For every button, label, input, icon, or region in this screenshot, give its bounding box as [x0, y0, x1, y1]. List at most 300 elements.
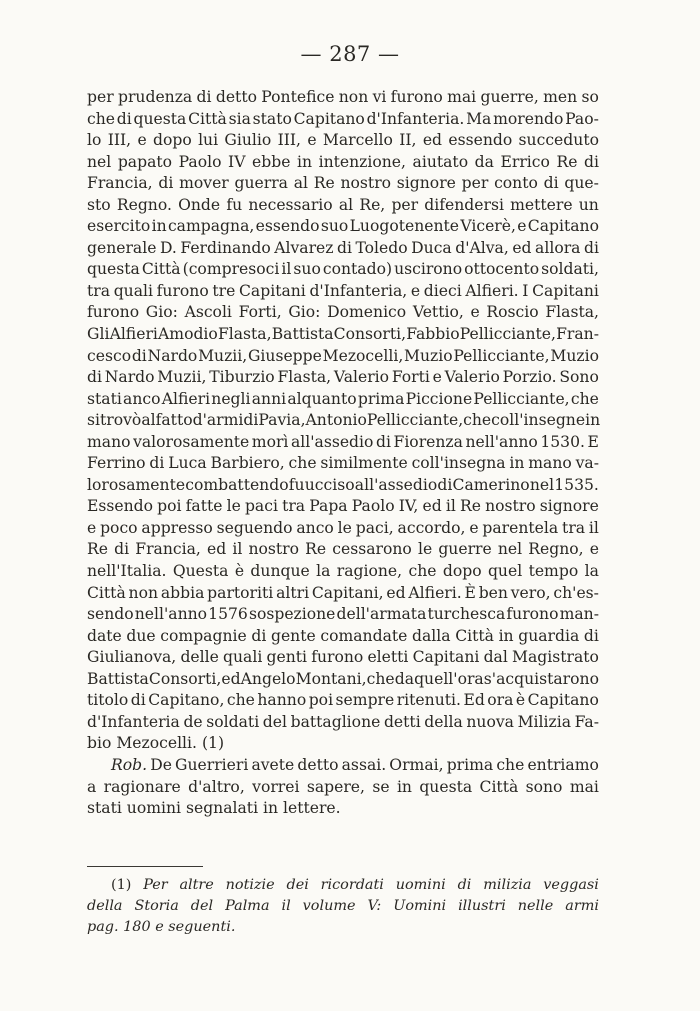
word: dieci [423, 281, 462, 300]
word: al [293, 174, 309, 193]
word: seguendo [216, 518, 293, 537]
word: Fabbio [406, 325, 460, 344]
word: (compresoci [182, 260, 280, 279]
text-line [87, 109, 599, 131]
word: ben [478, 583, 508, 602]
word: nell'Italia. [87, 562, 167, 581]
word: Muzii, [157, 368, 207, 387]
word: di [583, 626, 599, 645]
word: volume [302, 898, 356, 914]
word: questa [87, 260, 140, 279]
text-line-last: bio Mezocelli. (1) [87, 734, 225, 753]
word: Valerio [444, 368, 500, 387]
word: difendersi [424, 195, 504, 214]
text-line [87, 496, 599, 518]
word: ricordati [320, 877, 384, 893]
word: Amodio [158, 325, 218, 344]
word: dal [483, 648, 508, 667]
word: Ma [466, 109, 492, 128]
word: armi [565, 898, 599, 914]
word: que- [564, 174, 599, 193]
word: Capitano [527, 691, 599, 710]
word: De [150, 755, 172, 774]
word: succeduto [518, 131, 599, 150]
word: furono [390, 88, 443, 106]
word: Città [188, 109, 227, 128]
word: Barbiero, [210, 454, 285, 473]
footnote [87, 875, 599, 938]
word: Muzio [550, 346, 599, 365]
word: Antonio [305, 411, 367, 430]
word: Capitani [532, 281, 599, 300]
word: Nardo [147, 346, 198, 365]
word: Fran- [556, 325, 599, 344]
word: Guerrieri [175, 755, 249, 774]
word: d'Infanteria. [366, 109, 465, 128]
word: in [297, 152, 313, 171]
footnote-line [87, 875, 599, 896]
word: Pao- [565, 109, 599, 128]
word: Papa [309, 497, 348, 516]
word: di [149, 454, 165, 473]
text-line [87, 518, 599, 540]
word: nostro [485, 497, 536, 516]
word: IV, [398, 497, 419, 516]
word: di [337, 238, 352, 257]
word: Ferrino [87, 454, 146, 473]
word: Battista [271, 325, 334, 344]
word: un [578, 195, 599, 214]
word: di [437, 475, 453, 494]
word: suo [320, 217, 349, 236]
word: tre [212, 281, 236, 300]
word: Domenico [327, 303, 407, 322]
word: che [408, 562, 437, 581]
word: assai. [341, 755, 387, 774]
word: nell'anno [465, 432, 538, 451]
word: Tiburzio [209, 368, 275, 387]
word: anco [296, 518, 334, 537]
word: titolo [87, 691, 129, 710]
word: e [432, 368, 442, 387]
word: nel [529, 475, 555, 494]
word: Pellicciante, [453, 346, 550, 365]
word: vorrei [252, 777, 300, 796]
word: il [445, 497, 456, 516]
word: della [87, 898, 123, 914]
word: Giuseppe [247, 346, 322, 365]
word: nel [87, 152, 112, 171]
word: Errico [500, 152, 550, 171]
word: I [522, 281, 529, 300]
word: anco [123, 389, 161, 408]
word: che [87, 109, 116, 128]
word: 1576 [208, 605, 248, 624]
word: ebbe [252, 152, 291, 171]
word: detti [383, 712, 421, 731]
word: sendo [87, 605, 134, 624]
word: compagnie [160, 626, 247, 645]
word: che [226, 691, 255, 710]
word: di [116, 109, 132, 128]
word: E [587, 432, 599, 451]
word: coll'insegne [491, 411, 586, 430]
word: Pavia, [258, 411, 306, 430]
word: quali [113, 281, 153, 300]
word: prima [357, 389, 405, 408]
text-line [87, 712, 599, 734]
word: uomini [395, 877, 446, 893]
text-line [87, 604, 599, 626]
word: Francia, [135, 540, 201, 559]
word: poco [100, 518, 138, 537]
word: Re [305, 540, 327, 559]
dialogue-line [87, 755, 599, 777]
word: che [570, 389, 599, 408]
word: di [457, 877, 472, 893]
text-line [87, 690, 599, 712]
word: alquanto [287, 389, 357, 408]
footnote-marker: (1) [111, 877, 132, 893]
word: la [584, 562, 599, 581]
word: dunque [250, 562, 310, 581]
word: Capitani [412, 648, 480, 667]
word: quali [223, 648, 263, 667]
word: signore [396, 174, 456, 193]
word: Regno. [116, 195, 172, 214]
word: vero, [510, 583, 551, 602]
word: genti [266, 648, 308, 667]
word: ucciso [304, 475, 355, 494]
word: sia [228, 109, 251, 128]
word: Re [87, 540, 108, 559]
word: Ed [463, 691, 485, 710]
word: generale [87, 238, 157, 257]
word: Pellicciante, [366, 411, 464, 430]
word: e [470, 303, 480, 322]
text-line [87, 669, 599, 691]
word: mai [569, 777, 599, 796]
word: 1535. [554, 475, 599, 494]
word: in [396, 777, 412, 796]
word: vi [372, 88, 387, 106]
word: le [417, 540, 433, 559]
word: ed [422, 131, 443, 150]
word: Uomini [393, 898, 447, 914]
word: Re [313, 174, 335, 193]
word: de [183, 712, 203, 731]
word: cesco [87, 346, 132, 365]
word: altri [276, 583, 310, 602]
word: Nardo [104, 368, 155, 387]
word: di [130, 691, 146, 710]
word: di [251, 626, 267, 645]
word: da [394, 669, 414, 688]
word: ed [512, 238, 532, 257]
word: morì [251, 432, 289, 451]
word: intenzione, [318, 152, 406, 171]
word: ed [206, 540, 227, 559]
word: di [158, 174, 174, 193]
text-line [87, 259, 599, 281]
word: Flasta, [217, 325, 272, 344]
word: prudenza [117, 88, 193, 106]
word: Vettio, [412, 303, 464, 322]
word: Roscio [486, 303, 539, 322]
word: allora [535, 238, 581, 257]
word: di [583, 238, 599, 257]
word: delle [180, 648, 219, 667]
word: paci [244, 497, 278, 516]
word: poi [308, 691, 334, 710]
word: e [307, 131, 317, 150]
word: di [584, 152, 599, 171]
word: per [87, 88, 114, 106]
dialogue-line [87, 777, 599, 799]
text-line [87, 238, 599, 260]
word: sapere, [306, 777, 365, 796]
text-line [87, 453, 599, 475]
word: questa [133, 109, 187, 128]
word: lo [87, 131, 102, 150]
word: Battista [87, 669, 149, 688]
word: il [588, 518, 599, 537]
word: nuova [466, 712, 514, 731]
word: fatte [185, 497, 223, 516]
word: Palma [225, 898, 270, 914]
text-line [87, 216, 599, 238]
word: papato [117, 152, 173, 171]
word: Angelo [240, 669, 296, 688]
word: all'assedio [354, 475, 438, 494]
word: dell'armata [336, 605, 427, 624]
word: soldati, [541, 260, 599, 279]
word: Pellicciante, [473, 389, 570, 408]
word: Giulio [224, 131, 272, 150]
word: Città [87, 583, 126, 602]
word: Paolo [178, 152, 222, 171]
word: tempo [528, 562, 579, 581]
word: Vicerè, [460, 217, 516, 236]
text-line [87, 626, 599, 648]
word: Gli [87, 325, 110, 344]
word: sto [87, 195, 111, 214]
word: eletti [367, 648, 409, 667]
word: abbia [160, 583, 205, 602]
footnote-line-last: pag. 180 e seguenti. [87, 919, 236, 935]
word: che [366, 669, 395, 688]
word: 1530. [540, 432, 585, 451]
text-line [87, 173, 599, 195]
word: dalla [412, 626, 451, 645]
word: s'acquistarono [483, 669, 599, 688]
word: altre [179, 877, 214, 893]
text-line [87, 583, 599, 605]
word: conto [494, 174, 538, 193]
word: detto [215, 88, 257, 106]
text-line [87, 475, 599, 497]
word: signore [539, 497, 599, 516]
word: notizie [225, 877, 275, 893]
word: va- [575, 454, 599, 473]
word: al [141, 411, 156, 430]
text-line [87, 346, 599, 368]
word: ed [221, 669, 241, 688]
word: quel [487, 562, 523, 581]
word: esercito [87, 217, 151, 236]
word: guardia [518, 626, 580, 645]
word: Essendo [87, 497, 154, 516]
word: ed [386, 583, 406, 602]
text-line [87, 432, 599, 454]
word: furono [87, 303, 140, 322]
word: tra [87, 281, 111, 300]
word: Consorti, [333, 325, 407, 344]
word: man- [559, 605, 599, 624]
word: in [151, 217, 167, 236]
word: nostro [248, 540, 300, 559]
word: è [234, 562, 245, 581]
word: Forti, [238, 303, 282, 322]
word: Re [459, 497, 481, 516]
word: essendo [255, 217, 320, 236]
word: mettere [510, 195, 573, 214]
word: due [126, 626, 156, 645]
text-line [87, 195, 599, 217]
footnote-line [87, 896, 599, 917]
word: e [589, 540, 599, 559]
word: Capitani, [311, 583, 384, 602]
word: fu [226, 195, 243, 214]
word: Marcello [322, 131, 393, 150]
word: si [87, 411, 100, 430]
word: II, [399, 131, 417, 150]
word: all'assedio [290, 432, 374, 451]
word: campagna, [167, 217, 255, 236]
word: ritenuti. [396, 691, 461, 710]
word: III, [277, 131, 302, 150]
word: essendo [448, 131, 513, 150]
text-line [87, 152, 599, 174]
word: furono [156, 281, 209, 300]
word: le [226, 497, 241, 516]
word: stati [87, 389, 122, 408]
word: partoriti [207, 583, 274, 602]
word: sospezione [248, 605, 336, 624]
word: da [474, 152, 494, 171]
word: e [137, 131, 147, 150]
text-line [87, 281, 599, 303]
word: contado) [322, 260, 393, 279]
word: illustri [458, 898, 506, 914]
word: entriamo [527, 755, 599, 774]
word: Luogotenente [349, 217, 460, 236]
word: Montani, [295, 669, 367, 688]
word: tra [282, 497, 306, 516]
word: a [87, 777, 97, 796]
word: di [196, 88, 212, 106]
word: mai [447, 88, 477, 106]
word: della [424, 712, 463, 731]
word: paci, [355, 518, 394, 537]
word: veggasi [543, 877, 599, 893]
word: morendo [493, 109, 564, 128]
word: nell'anno [134, 605, 208, 624]
word: Ormai, [389, 755, 444, 774]
word: È [464, 583, 476, 602]
word: so [581, 88, 599, 106]
text-line [87, 539, 599, 561]
word: Fiorenza [393, 432, 463, 451]
word: Ferdinando [180, 238, 271, 257]
word: Duca [411, 238, 452, 257]
word: Re [556, 152, 578, 171]
word: Alvarez [274, 238, 334, 257]
word: che [463, 411, 492, 430]
word: Città [455, 626, 494, 645]
dialogue-line-last: stati uomini segnalati in lettere. [87, 799, 341, 818]
word: detto [297, 755, 339, 774]
word: furono [311, 648, 364, 667]
word: uscirono [394, 260, 463, 279]
word: ora [487, 691, 514, 710]
word: Capitano, [148, 691, 225, 710]
word: Flasta, [277, 368, 332, 387]
word: il [281, 898, 291, 914]
word: che [496, 755, 525, 774]
word: in [585, 411, 601, 430]
word: Piccione [405, 389, 473, 408]
word: di [131, 346, 147, 365]
word: Alfieri. [465, 281, 519, 300]
text-line [87, 561, 599, 583]
word: avete [251, 755, 295, 774]
word: comandate [320, 626, 408, 645]
word: tra [562, 518, 586, 537]
word: battaglione [290, 712, 381, 731]
word: Sono [559, 368, 599, 387]
word: Onde [178, 195, 221, 214]
word: d'altro, [188, 777, 245, 796]
word: Pontefice [261, 88, 335, 106]
word: del [190, 898, 214, 914]
word: nel [497, 540, 523, 559]
word: Consorti, [148, 669, 222, 688]
word: non [338, 88, 369, 106]
word: Alfieri [161, 389, 211, 408]
word: sono [525, 777, 563, 796]
word: Francia, [87, 174, 153, 193]
word: Alfieri. [408, 583, 462, 602]
word: d'Infanteria, [309, 281, 408, 300]
text-line [87, 324, 599, 346]
word: Fa- [574, 712, 599, 731]
word: quell'ora [414, 669, 484, 688]
word: Gio: [145, 303, 178, 322]
word: furono [506, 605, 559, 624]
body-text [87, 87, 599, 820]
word: fu [288, 475, 305, 494]
word: fatto [155, 411, 193, 430]
word: cessarono [332, 540, 412, 559]
word: Capitano [293, 109, 365, 128]
word: ragionare [103, 777, 181, 796]
text-line [87, 389, 599, 411]
word: nostro [340, 174, 392, 193]
word: Città [141, 260, 181, 279]
word: gente [270, 626, 316, 645]
word: V: [367, 898, 382, 914]
